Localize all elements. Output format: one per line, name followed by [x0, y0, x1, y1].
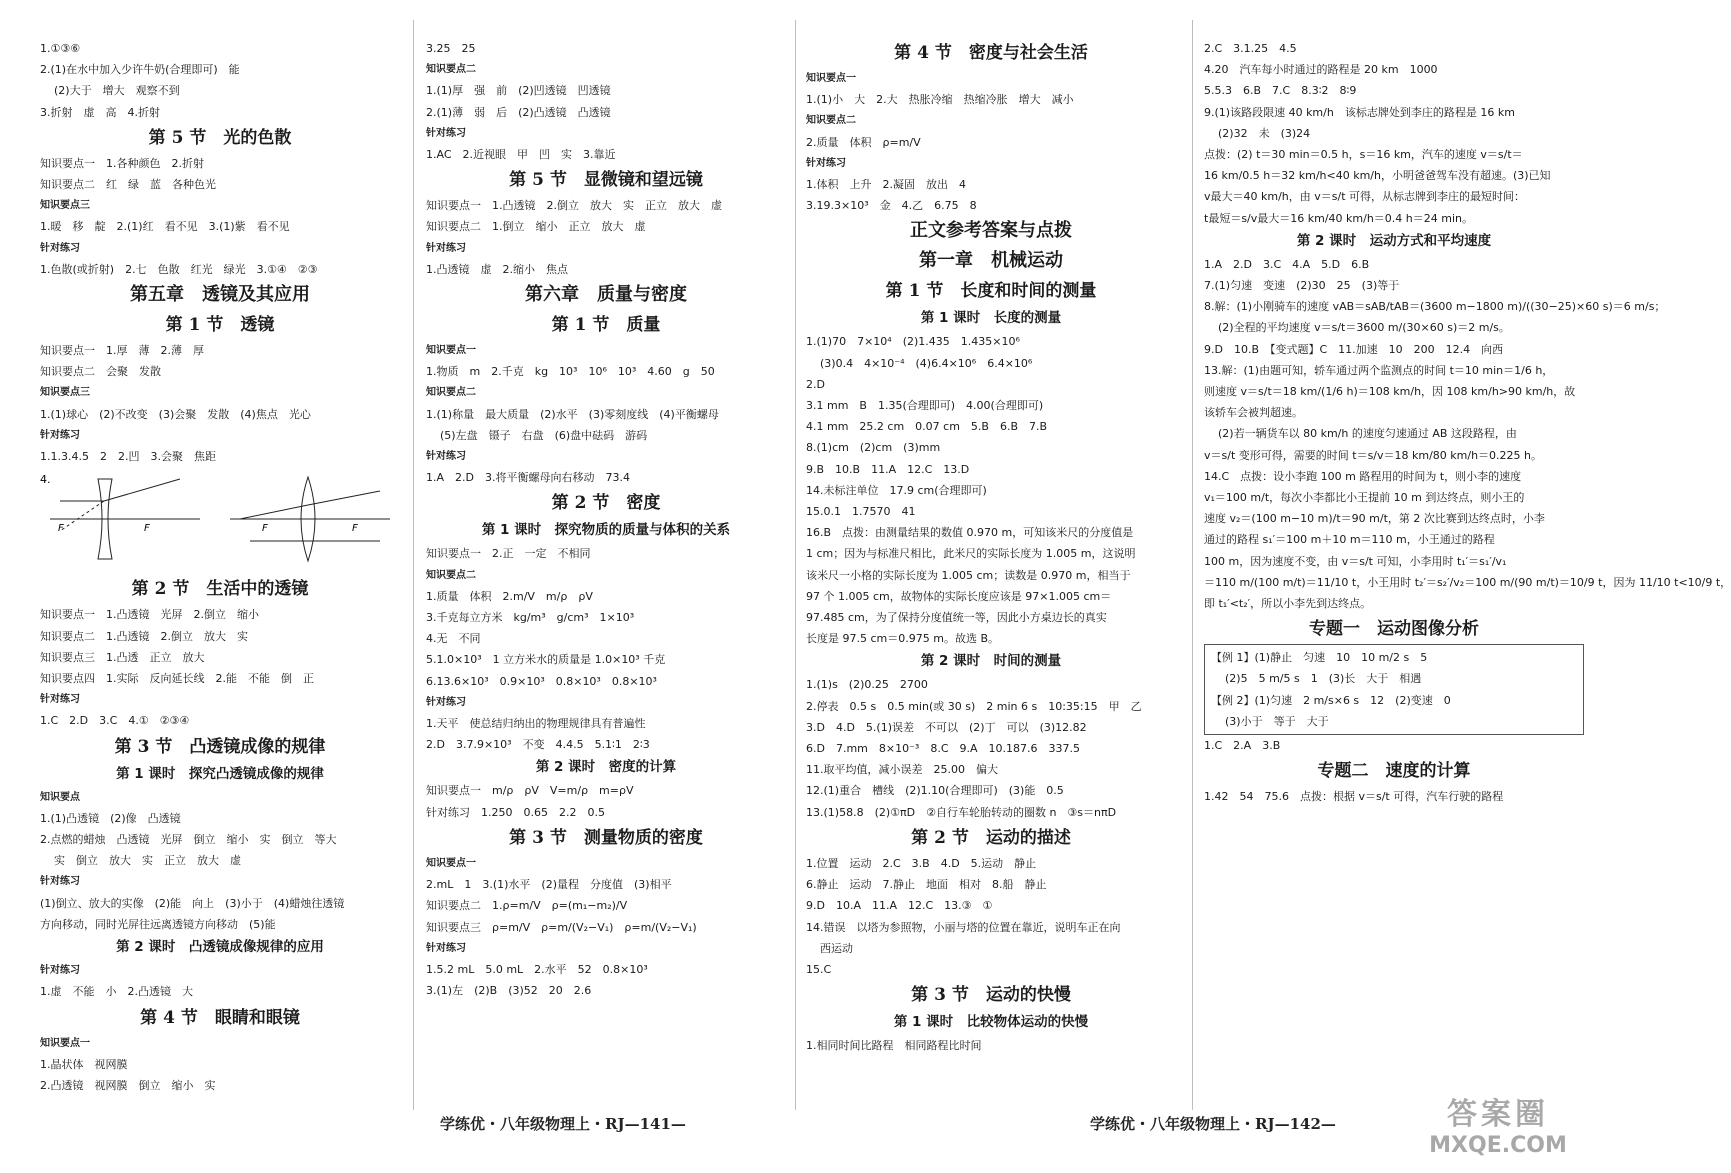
knowledge-point-label: 知识要点一 [426, 857, 476, 869]
section-heading: 第 2 节 生活中的透镜 [131, 579, 309, 600]
lesson-heading: 第 2 课时 运动方式和平均速度 [1296, 232, 1492, 249]
practice-label: 针对练习 [40, 429, 80, 441]
answer-line: 2.mL 1 3.(1)水平 (2)量程 分度值 (3)相平 [426, 878, 672, 892]
answer-line: 1.(1)厚 强 前 (2)凹透镜 凹透镜 [426, 84, 611, 98]
chapter-heading: 第六章 质量与密度 [525, 284, 687, 306]
section-heading: 第 3 节 测量物质的密度 [509, 827, 703, 848]
answer-line: 1.42 54 75.6 点拨：根据 v＝s/t 可得，汽车行驶的路程 [1204, 790, 1504, 804]
section-heading: 第 2 节 密度 [551, 493, 661, 514]
answer-line: 14.未标注单位 17.9 cm(合理即可) [806, 483, 987, 497]
knowledge-point-label: 知识要点三 [40, 200, 90, 212]
answer-line: 该米尺一小格的实际长度为 1.005 cm；读数是 0.970 m，相当于 [806, 568, 1131, 582]
answer-line: 1.(1)小 大 2.大 热胀冷缩 热缩冷胀 增大 减小 [806, 93, 1074, 107]
lens-ray-diagram [40, 471, 400, 568]
answer-line: 知识要点三 ρ=m/V ρ=m/(V₂−V₁) ρ=m/(V₂−V₁) [426, 920, 697, 934]
answer-line: 知识要点一 2.正 一定 不相同 [426, 547, 591, 561]
answer-line: 8.(1)cm (2)cm (3)mm [806, 441, 941, 455]
topic-heading: 专题一 运动图像分析 [1309, 619, 1479, 640]
lens-diagram-svg [40, 471, 400, 561]
section-heading: 第 5 节 光的色散 [148, 127, 292, 148]
answer-line: 1.物质 m 2.千克 kg 10³ 10⁶ 10³ 4.60 g 50 [426, 365, 715, 379]
figure-number: 4. [40, 473, 51, 487]
column-3 [806, 38, 1176, 1056]
answer-line: 针对练习 1.250 0.65 2.2 0.5 [426, 805, 605, 819]
column-4 [1204, 38, 1731, 808]
answer-line: 16.B 点拨：由测量结果的数值 0.970 m，可知该米尺的分度值是 [806, 526, 1134, 540]
answer-line: 1 cm；因为与标准尺相比，此米尺的实际长度为 1.005 m，这说明 [806, 547, 1136, 561]
answer-line: 1.(1)70 7×10⁴ (2)1.435 1.435×10⁶ [806, 335, 1020, 349]
answer-line: 1.晶状体 视网膜 [40, 1057, 128, 1071]
answer-line: 1.位置 运动 2.C 3.B 4.D 5.运动 静止 [806, 856, 1037, 870]
answer-line: 知识要点二 红 绿 蓝 各种色光 [40, 178, 216, 192]
section-heading: 第 1 节 透镜 [165, 315, 275, 336]
focus-label: F [58, 523, 64, 535]
answer-line: 14.错误 以塔为参照物，小丽与塔的位置在靠近，说明车正在向 [806, 920, 1121, 934]
lesson-heading: 第 1 课时 探究凸透镜成像的规律 [116, 765, 324, 782]
lesson-heading: 第 1 课时 比较物体运动的快慢 [893, 1014, 1089, 1031]
answer-line: 知识要点二 1.ρ=m/V ρ=(m₁−m₂)/V [426, 899, 628, 913]
answer-line: 100 m，因为速度不变，由 v＝s/t 可知，小李用时 t₁′＝s₁′/v₁ [1204, 554, 1507, 568]
answer-line: 知识要点二 会聚 发散 [40, 365, 161, 379]
column-1 [40, 38, 400, 1096]
practice-label: 针对练习 [40, 876, 80, 888]
practice-label: 针对练习 [40, 694, 80, 706]
answer-line: v＝s/t 变形可得，需要的时间 t＝s/v＝18 km/80 km/h＝0.225 h。 [1204, 448, 1543, 462]
answer-line: 知识要点二 1.凸透镜 2.倒立 放大 实 [40, 629, 248, 643]
section-heading: 第 4 节 密度与社会生活 [894, 43, 1088, 63]
practice-label: 针对练习 [426, 696, 466, 708]
example-box [1204, 644, 1584, 735]
refracted-ray [308, 491, 380, 505]
answer-line: 实 倒立 放大 实 正立 放大 虚 [54, 854, 241, 868]
column-divider [413, 20, 414, 1110]
knowledge-point-label: 知识要点二 [426, 64, 476, 76]
answer-line: 1.(1)凸透镜 (2)像 凸透镜 [40, 811, 181, 825]
knowledge-point-label: 知识要点一 [806, 73, 856, 84]
answer-line: 通过的路程 s₁′＝100 m＋10 m＝110 m，小王通过的路程 [1204, 533, 1495, 547]
part-heading: 正文参考答案与点拨 [910, 220, 1072, 242]
answer-line: 4.无 不同 [426, 632, 481, 646]
answer-line: 15.C [806, 962, 832, 976]
answer-line: 3.25 25 [426, 42, 476, 55]
answer-line: 1.C 2.D 3.C 4.① ②③④ [40, 714, 190, 728]
answer-line: 2.(1)薄 弱 后 (2)凸透镜 凸透镜 [426, 105, 611, 119]
answer-line: 12.(1)重合 槽线 (2)1.10(合理即可) (3)能 0.5 [806, 784, 1064, 798]
answer-line: 13.解：(1)由题可知，轿车通过两个监测点的时间 t＝10 min＝1/6 h， [1204, 363, 1554, 377]
answer-line: 【例 2】(1)匀速 2 m/s×6 s 12 (2)变速 0 [1211, 693, 1451, 707]
answer-line: 长度是 97.5 cm＝0.975 m。故选 B。 [806, 632, 999, 646]
answer-line: (2)全程的平均速度 v＝s/t＝3600 m/(30×60 s)＝2 m/s。 [1218, 321, 1510, 335]
answer-line: 9.D 10.B 【变式题】C 11.加速 10 200 12.4 向西 [1204, 342, 1504, 356]
answer-line: 1.体积 上升 2.凝固 放出 4 [806, 178, 966, 192]
answer-line: 知识要点一 1.凸透镜 光屏 2.倒立 缩小 [40, 608, 259, 622]
answer-line: 1.(1)s (2)0.25 2700 [806, 678, 928, 692]
knowledge-point-label: 知识要点二 [806, 115, 856, 127]
answer-line: (2)大于 增大 观察不到 [54, 84, 180, 98]
answer-line: 9.D 10.A 11.A 12.C 13.③ ① [806, 899, 993, 913]
answer-line: 速度 v₂＝(100 m−10 m)/t＝90 m/t，第 2 次比赛到达终点时，小李 [1204, 512, 1545, 526]
answer-line: 14.C 点拨：设小李跑 100 m 路程用的时间为 t，则小李的速度 [1204, 469, 1522, 483]
lesson-heading: 第 1 课时 探究物质的质量与体积的关系 [481, 522, 731, 539]
chapter-heading: 第五章 透镜及其应用 [130, 284, 310, 306]
answer-line: 1.相同时间比路程 相同路程比时间 [806, 1039, 982, 1053]
answer-line: 3.1 mm B 1.35(合理即可) 4.00(合理即可) [806, 399, 1044, 413]
answer-line: 5.1.0×10³ 1 立方米水的质量是 1.0×10³ 千克 [426, 653, 666, 667]
answer-line: (2)32 未 (3)24 [1218, 126, 1311, 140]
answer-line: 知识要点四 1.实际 反向延长线 2.能 不能 倒 正 [40, 672, 314, 686]
answer-line: 15.0.1 1.7570 41 [806, 505, 916, 519]
answer-line: (1)倒立、放大的实像 (2)能 向上 (3)小于 (4)蜡烛往透镜 [40, 896, 345, 910]
chapter-heading: 第一章 机械运动 [919, 250, 1063, 272]
answer-line: (3)0.4 4×10⁻⁴ (4)6.4×10⁶ 6.4×10⁶ [820, 356, 1033, 370]
answer-line: 1.天平 使总结归纳出的物理规律具有普遍性 [426, 717, 646, 731]
answer-line: 1.AC 2.近视眼 甲 凹 实 3.靠近 [426, 148, 616, 162]
practice-label: 针对练习 [426, 451, 466, 463]
focus-label: F [352, 523, 358, 535]
answer-line: 11.取平均值，减小误差 25.00 偏大 [806, 763, 998, 777]
focus-label: F [262, 523, 268, 535]
answer-line: 即 t₁′<t₂′，所以小李先到达终点。 [1204, 597, 1372, 611]
practice-label: 针对练习 [40, 965, 80, 977]
section-heading: 第 1 节 长度和时间的测量 [885, 281, 1097, 302]
page-gutter [795, 20, 796, 1110]
knowledge-point-label: 知识要点二 [426, 569, 476, 581]
practice-label: 针对练习 [426, 127, 466, 139]
answer-line: 3.(1)左 (2)B (3)52 20 2.6 [426, 984, 592, 998]
section-heading: 第 5 节 显微镜和望远镜 [509, 170, 703, 191]
column-2 [426, 38, 786, 1001]
answer-line: 3.D 4.D 5.(1)误差 不可以 (2)丁 可以 (3)12.82 [806, 720, 1087, 734]
practice-label: 针对练习 [426, 242, 466, 254]
answer-line: 知识要点一 1.各种颜色 2.折射 [40, 156, 204, 170]
answer-line: 16 km/0.5 h＝32 km/h<40 km/h，小明爸爸驾车没有超速。(3)已知 [1204, 169, 1551, 183]
answer-line: 知识要点一 m/ρ ρV V=m/ρ m=ρV [426, 784, 634, 798]
practice-label: 针对练习 [426, 942, 466, 954]
answer-line: 2.C 3.1.25 4.5 [1204, 42, 1297, 55]
answer-line: v₁＝100 m/t，每次小李都比小王提前 10 m 到达终点，则小王的 [1204, 491, 1525, 505]
answer-line: 5.5.3 6.B 7.C 8.3∶2 8∶9 [1204, 84, 1357, 98]
knowledge-point-label: 知识要点二 [426, 387, 476, 399]
answer-line: 1.1.3.4.5 2 2.凹 3.会聚 焦距 [40, 450, 216, 464]
answer-line: 13.(1)58.8 (2)①πD ②自行车轮胎转动的圈数 n ③s＝nπD [806, 805, 1117, 819]
topic-heading: 专题二 速度的计算 [1317, 761, 1471, 782]
section-heading: 第 4 节 眼睛和眼镜 [140, 1007, 300, 1028]
answer-line: 1.暖 移 靛 2.(1)红 看不见 3.(1)紫 看不见 [40, 220, 290, 234]
answer-line: 2.D 3.7.9×10³ 不变 4.4.5 5.1∶1 2∶3 [426, 738, 650, 752]
answer-line: 1.质量 体积 2.m/V m/ρ ρV [426, 589, 593, 603]
section-heading: 第 2 节 运动的描述 [911, 827, 1071, 848]
answer-line: 2.D [806, 377, 825, 391]
focus-label: F [144, 523, 150, 535]
answer-line: 97 个 1.005 cm，故物体的实际长度应该是 97×1.005 cm＝ [806, 589, 1112, 603]
column-divider [1192, 20, 1193, 1110]
answer-line: 1.C 2.A 3.B [1204, 739, 1281, 753]
answer-line: 1.色散(或折射) 2.七 色散 红光 绿光 3.①④ ②③ [40, 262, 318, 276]
knowledge-point-label: 知识要点三 [40, 387, 90, 399]
answer-line: 3.折射 虚 高 4.折射 [40, 105, 160, 119]
answer-line: 6.13.6×10³ 0.9×10³ 0.8×10³ 0.8×10³ [426, 674, 657, 688]
answer-line: 知识要点一 1.凸透镜 2.倒立 放大 实 正立 放大 虚 [426, 199, 722, 213]
lesson-heading: 第 2 课时 密度的计算 [535, 759, 677, 776]
extension-line [60, 501, 104, 531]
watermark-logo [1400, 1098, 1596, 1168]
answer-line: 1.虚 不能 小 2.凸透镜 大 [40, 985, 193, 999]
answer-line: 1.(1)称量 最大质量 (2)水平 (3)零刻度线 (4)平衡螺母 [426, 407, 719, 421]
page-footer-left: 学练优・八年级物理上・RJ—141— [440, 1115, 686, 1133]
answer-line: 【例 1】(1)静止 匀速 10 10 m/2 s 5 [1211, 651, 1428, 665]
answer-line: 1.5.2 mL 5.0 mL 2.水平 52 0.8×10³ [426, 962, 648, 976]
section-heading: 第 3 节 运动的快慢 [911, 985, 1071, 1006]
answer-line: 1.凸透镜 虚 2.缩小 焦点 [426, 262, 568, 276]
watermark-url: MXQE.COM [1429, 1133, 1567, 1158]
answer-line: v最大＝40 km/h，由 v＝s/t 可得，从标志牌到李庄的最短时间： [1204, 190, 1526, 204]
answer-line: 6.D 7.mm 8×10⁻³ 8.C 9.A 10.187.6 337.5 [806, 742, 1080, 756]
lesson-heading: 第 1 课时 长度的测量 [920, 310, 1062, 327]
answer-line: t最短＝s/v最大＝16 km/40 km/h＝0.4 h＝24 min。 [1204, 211, 1473, 225]
answer-line: 9.B 10.B 11.A 12.C 13.D [806, 462, 970, 476]
answer-line: ＝110 m/(100 m/t)＝11/10 t，小王用时 t₂′＝s₂′/v₂＝100 m/(90 m/t)＝10/9 t，因为 11/10 t<10/9 t， [1204, 575, 1731, 589]
answer-line: 方向移动，同时光屏往远离透镜方向移动 (5)能 [40, 917, 276, 931]
section-heading: 第 3 节 凸透镜成像的规律 [114, 736, 326, 757]
answer-line: 2.停表 0.5 s 0.5 min(或 30 s) 2 min 6 s 10:35:15 甲 乙 [806, 699, 1142, 713]
incident-ray [240, 505, 308, 519]
answer-line: 9.(1)该路段限速 40 km/h 该标志牌处到李庄的路程是 16 km [1204, 105, 1515, 119]
answer-line: 4.1 mm 25.2 cm 0.07 cm 5.B 6.B 7.B [806, 420, 1048, 434]
knowledge-point-label: 知识要点 [40, 791, 80, 803]
answer-line: 2.(1)在水中加入少许牛奶(合理即可) 能 [40, 63, 240, 77]
page-footer-right: 学练优・八年级物理上・RJ—142— [1090, 1115, 1336, 1133]
answer-line: 则速度 v＝s/t＝18 km/(1/6 h)＝108 km/h，因 108 km/h>90 km/h，故 [1204, 385, 1576, 399]
knowledge-point-label: 知识要点一 [40, 1037, 90, 1049]
answer-line: 该轿车会被判超速。 [1204, 406, 1303, 420]
answer-line: 知识要点二 1.倒立 缩小 正立 放大 虚 [426, 220, 646, 234]
practice-label: 针对练习 [40, 242, 80, 254]
answer-line: (5)左盘 镊子 右盘 (6)盘中砝码 游码 [440, 428, 648, 442]
answer-line: 3.千克每立方米 kg/m³ g/cm³ 1×10³ [426, 611, 635, 625]
refracted-ray [104, 479, 180, 501]
answer-line: 97.485 cm，为了保持分度值统一等，因此小方桌边长的真实 [806, 611, 1107, 625]
answer-line: 8.解：(1)小刚骑车的速度 vAB＝sAB/tAB＝(3600 m−1800 m)/((30−25)×60 s)＝6 m/s； [1204, 300, 1666, 314]
practice-label: 针对练习 [806, 157, 846, 169]
answer-line: 知识要点三 1.凸透 正立 放大 [40, 650, 205, 664]
watermark-title: 答案圈 [1447, 1097, 1549, 1132]
answer-line: 1.A 2.D 3.C 4.A 5.D 6.B [1204, 257, 1370, 271]
answer-line: 3.19.3×10³ 金 4.乙 6.75 8 [806, 199, 977, 213]
section-heading: 第 1 节 质量 [551, 315, 661, 336]
answer-line: (2)若一辆货车以 80 km/h 的速度匀速通过 AB 这段路程，由 [1218, 427, 1517, 441]
answer-line: 1.A 2.D 3.将平衡螺母向右移动 73.4 [426, 471, 630, 485]
lesson-heading: 第 2 课时 时间的测量 [920, 653, 1062, 670]
answer-line: 4.20 汽车每小时通过的路程是 20 km 1000 [1204, 63, 1438, 77]
answer-line: 7.(1)匀速 变速 (2)30 25 (3)等于 [1204, 279, 1400, 293]
answer-line: 1.①③⑥ [40, 42, 81, 55]
answer-line: 1.(1)球心 (2)不改变 (3)会聚 发散 (4)焦点 光心 [40, 407, 311, 421]
answer-line: 2.凸透镜 视网膜 倒立 缩小 实 [40, 1078, 216, 1092]
answer-line: 知识要点一 1.厚 薄 2.薄 厚 [40, 344, 204, 358]
answer-line: (3)小于 等于 大于 [1225, 714, 1329, 728]
answer-line: 2.质量 体积 ρ=m/V [806, 135, 921, 149]
answer-line: (2)5 5 m/5 s 1 (3)长 大于 相遇 [1225, 672, 1422, 686]
answer-line: 6.静止 运动 7.静止 地面 相对 8.船 静止 [806, 878, 1047, 892]
answer-line: 点拨：(2) t＝30 min＝0.5 h，s＝16 km，汽车的速度 v＝s/t＝ [1204, 148, 1523, 162]
knowledge-point-label: 知识要点一 [426, 345, 476, 357]
lesson-heading: 第 2 课时 凸透镜成像规律的应用 [116, 939, 324, 956]
answer-line: 2.点燃的蜡烛 凸透镜 光屏 倒立 缩小 实 倒立 等大 [40, 833, 337, 847]
answer-line: 西运动 [820, 941, 853, 955]
